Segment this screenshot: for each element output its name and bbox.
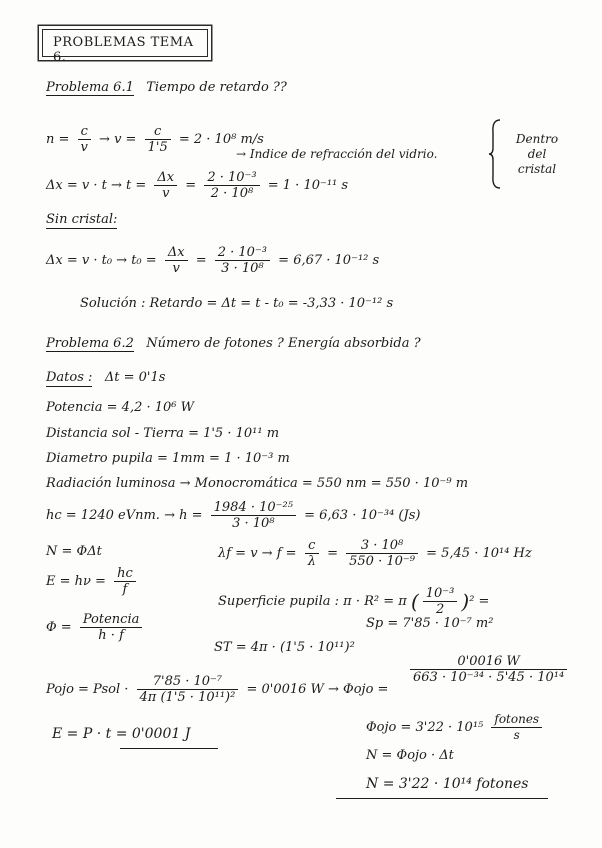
numerator: 0'0016 W (410, 654, 567, 670)
hc-result: = 6,63 · 10⁻³⁴ (Js) (304, 508, 421, 523)
hc-text: hc = 1240 eVnm. → h = (46, 508, 203, 523)
fraction (165, 245, 188, 276)
denominator: 663 · 10⁻³⁴ · 5'45 · 10¹⁴ (413, 670, 565, 685)
numerator: 2 · 10⁻³ (204, 170, 259, 186)
radiacion-line: Radiación luminosa → Monocromática = 550 nm = 550 · 10⁻⁹ m (46, 476, 469, 491)
denominator: λ (307, 554, 316, 569)
frequency-text: λf = v → f = (218, 546, 297, 561)
fraction (78, 124, 91, 155)
phi-formula (46, 612, 146, 643)
fraction (145, 124, 171, 155)
phiojo-result-text: Φojo = 3'22 · 10¹⁵ (366, 720, 484, 735)
side-note-line: Dentro (515, 132, 559, 146)
title-box (42, 29, 208, 65)
numerator: 7'85 · 10⁻⁷ (137, 674, 239, 690)
denominator: v (162, 186, 170, 201)
numerator: Δx (154, 170, 177, 186)
problem-6-1-question: Tiempo de retardo ?? (146, 80, 287, 95)
diametro-line: Diametro pupila = 1mm = 1 · 10⁻³ m (46, 451, 290, 466)
denominator: 550 · 10⁻⁹ (349, 554, 415, 569)
energy-underline (120, 748, 218, 749)
sp-line: Sp = 7'85 · 10⁻⁷ m² (366, 616, 494, 631)
superficie-line: Superficie pupila : π · R² = π ( $\frac{\text{10⁻³}}{2}$ )² = (218, 586, 490, 617)
denominator: 2 · 10⁸ (210, 186, 254, 201)
potencia-line: Potencia = 4,2 · 10⁶ W (46, 400, 195, 415)
fraction (305, 538, 319, 569)
side-note (512, 132, 562, 177)
superficie-result: ² = (469, 594, 490, 609)
denominator: 3 · 10⁸ (232, 516, 275, 531)
p61-l3-text: Δx = v · t → t = (46, 178, 147, 193)
energy-formula-text: E = hν = (46, 574, 106, 589)
datos-row (46, 370, 165, 386)
p61-l1-result: = 2 · 10⁸ m/s (178, 132, 264, 147)
denominator: 4π (1'5 · 10¹¹)² (139, 690, 236, 705)
p61-solution: Solución : Retardo = Δt = t - t₀ = -3,33 · 10⁻¹² s (80, 296, 394, 311)
problem-6-1-heading: Problema 6.1 (46, 80, 134, 95)
phiojo-result (366, 712, 546, 743)
n-photons-result: N = 3'22 · 10¹⁴ fotones (366, 776, 529, 792)
denominator: 3 · 10⁸ (221, 261, 264, 276)
superficie-text: Superficie pupila : π · R² = π (218, 594, 407, 609)
sin-cristal-heading (46, 212, 117, 228)
p61-l1-text: n = (46, 132, 70, 147)
numerator: fotones (491, 712, 542, 728)
datos-label: Datos : (46, 370, 93, 385)
fraction (154, 170, 177, 201)
problem-6-1-header (46, 80, 287, 96)
equals: = (185, 178, 197, 193)
denominator: s (513, 728, 520, 742)
hc-line (46, 500, 420, 531)
energy-formula (46, 566, 140, 597)
datos-dt: Δt = 0'1s (104, 370, 166, 385)
energy-result: E = P · t = 0'0001 J (52, 726, 191, 742)
numerator: 3 · 10⁸ (346, 538, 418, 554)
p61-l4-text: Δx = v · t₀ → t₀ = (46, 253, 157, 268)
numerator: c (145, 124, 171, 140)
phi-formula-text: Φ = (46, 620, 72, 635)
equals: = (195, 253, 207, 268)
numerator: Potencia (80, 612, 143, 628)
side-note-line: cristal (517, 162, 557, 176)
p61-line-4 (46, 245, 379, 276)
fraction (491, 712, 542, 743)
denominator: 1'5 (147, 140, 168, 155)
fraction (410, 654, 567, 685)
n-equation: N = ΦΔt (46, 544, 102, 559)
phiojo-fraction (406, 654, 571, 685)
st-line: ST = 4π · (1'5 · 10¹¹)² (214, 640, 355, 655)
equals: = (327, 546, 338, 561)
fraction (215, 245, 270, 276)
p61-line-3 (46, 170, 348, 201)
fraction (211, 500, 296, 531)
frequency-line (218, 538, 532, 569)
frequency-result: = 5,45 · 10¹⁴ Hz (426, 546, 532, 561)
denominator: 2 (435, 602, 445, 617)
page-title: PROBLEMAS TEMA 6. (53, 35, 194, 65)
numerator: c (78, 124, 91, 140)
problem-6-2-header (46, 336, 421, 352)
pojo-result: = 0'0016 W → Φojo = (246, 682, 389, 697)
curly-brace-icon (488, 118, 502, 190)
side-note-line: del (527, 147, 547, 161)
p61-l1-arrow: → v = (99, 132, 137, 147)
numerator: hc (114, 566, 136, 582)
sin-cristal-label: Sin cristal: (46, 212, 118, 227)
numerator: Δx (165, 245, 188, 261)
denominator: v (172, 261, 180, 276)
numerator: 2 · 10⁻³ (215, 245, 270, 261)
denominator: v (80, 140, 88, 155)
denominator: f (122, 582, 128, 597)
fraction (204, 170, 259, 201)
numerator: 10⁻³ (423, 586, 458, 602)
pojo-line (46, 674, 388, 705)
n-photons-underline (336, 798, 548, 799)
problem-6-2-heading: Problema 6.2 (46, 336, 134, 351)
fraction (423, 586, 458, 617)
fraction (346, 538, 418, 569)
problem-6-2-question: Número de fotones ? Energía absorbida ? (146, 336, 421, 351)
fraction (114, 566, 136, 597)
p61-l3-result: = 1 · 10⁻¹¹ s (267, 178, 349, 193)
numerator: c (305, 538, 319, 554)
numerator: 1984 · 10⁻²⁵ (211, 500, 296, 516)
denominator: h · f (98, 628, 124, 643)
p61-line-1 (46, 124, 264, 155)
fraction (137, 674, 239, 705)
fraction (80, 612, 143, 643)
n-photons-line: N = Φojo · Δt (366, 748, 454, 763)
distancia-line: Distancia sol - Tierra = 1'5 · 10¹¹ m (46, 426, 280, 441)
p61-line-2: → Indice de refracción del vidrio. (236, 147, 438, 161)
pojo-text: Pojo = Psol · (46, 682, 129, 697)
p61-l4-result: = 6,67 · 10⁻¹² s (278, 253, 380, 268)
